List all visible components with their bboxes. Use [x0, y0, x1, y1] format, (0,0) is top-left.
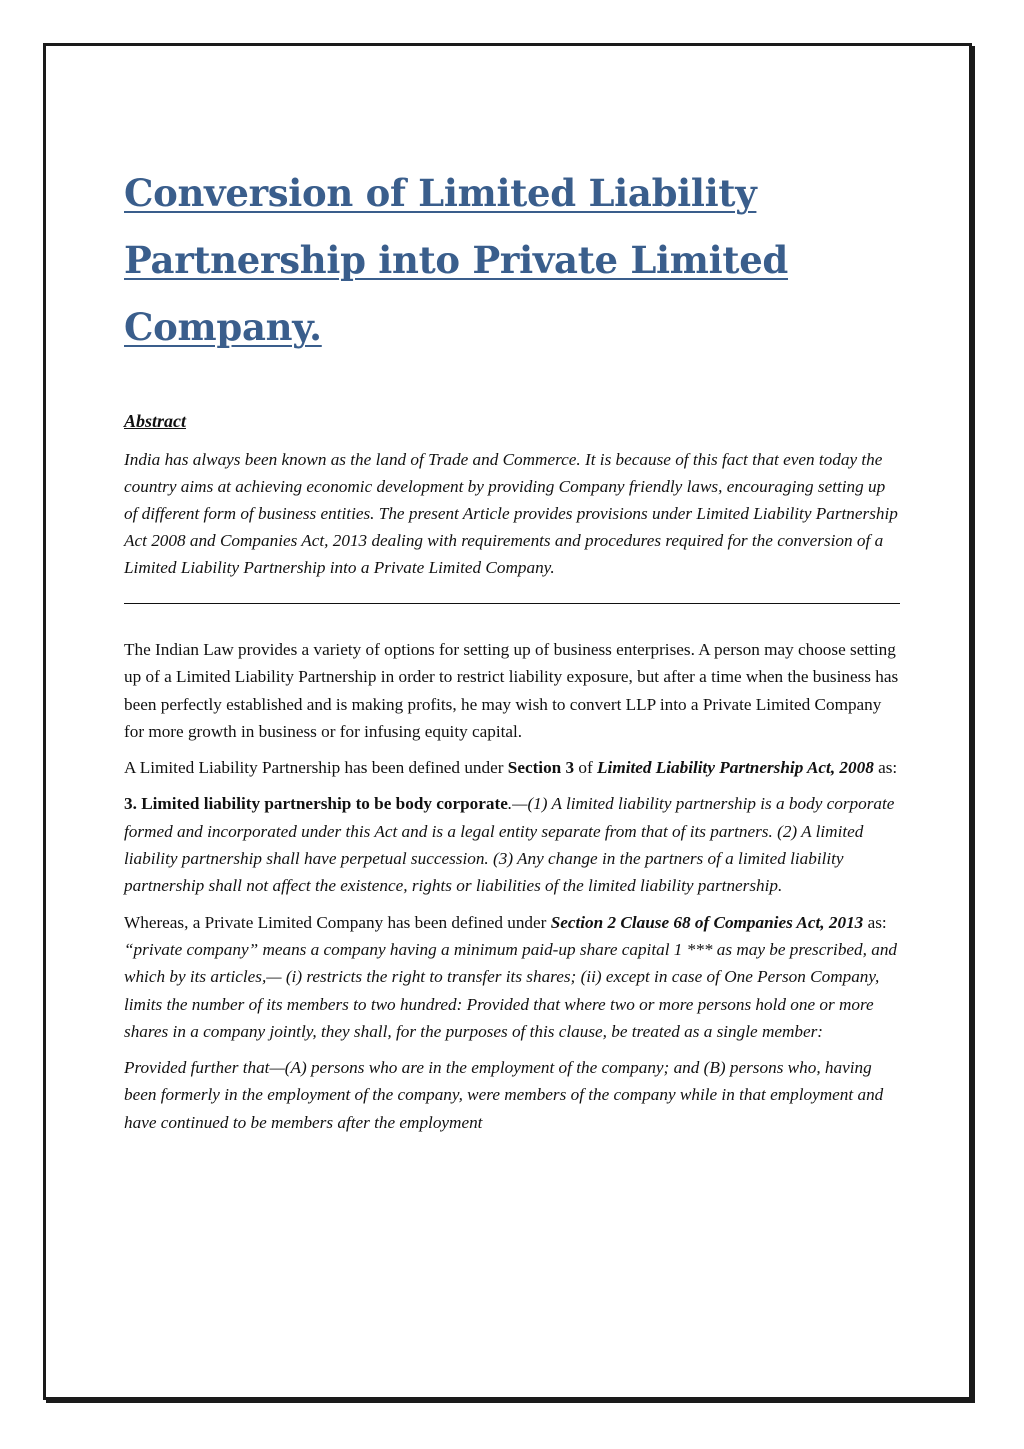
section3-paragraph — [124, 790, 902, 899]
llp-act-name: Limited Liability Partnership Act, 2008 — [597, 758, 874, 778]
intro-paragraph: The Indian Law provides a variety of options for setting up of business enterprises. A person may choose setting up of a Limited Liability Partnership in order to restrict liability exposure, but after a time when the business has been perfectly established and is making profits, he may wish to convert LLP into a Private Limited Company for more growth in business or for infusing equity capital. — [124, 640, 899, 741]
section3-heading: 3. Limited liability partnership to be body corporate — [124, 794, 508, 814]
llp-section-reference: Section 3 — [507, 758, 575, 778]
llp-definition-paragraph — [124, 754, 902, 781]
section3-text: (1) A limited liability partnership is a body corporate formed and incorporated under this Act and is a legal entity separate from that of its partners. (2) A limited liability partnership shall have perpetual succession. (3) Any change in the partners of a limited liability partnership shall not affect the existence, rights or liabilities of the limited liability partnership. — [124, 794, 895, 896]
private-company-as: as: — [863, 912, 887, 932]
llp-of: of — [574, 758, 598, 778]
proviso-paragraph: Provided further that—(A) persons who are in the employment of the company; and (B) persons who, having been formerly in the employment of the company, were members of the company while in that employment and have continued to be members after the employment — [124, 1058, 884, 1132]
abstract-heading: Abstract — [124, 411, 187, 431]
private-company-section: Section 2 Clause 68 of Companies Act, 2013 — [550, 912, 864, 932]
private-company-definition: “private company” means a company having a minimum paid-up share capital 1 *** as may be prescribed, and which by its articles,— (i) restricts the right to transfer its shares; (ii) except in case of One Person Company, limits the number of its members to two hundred: Provided that where two or more persons hold one or more shares in a company jointly, they shall, for the purposes of this clause, be treated as a single member: — [124, 939, 898, 1041]
horizontal-rule — [124, 603, 900, 604]
section3-dash: .— — [507, 794, 528, 814]
private-company-paragraph — [124, 909, 902, 1045]
document-body — [124, 160, 902, 1136]
private-company-lead: Whereas, a Private Limited Company has been defined under — [124, 912, 551, 932]
abstract-text: India has always been known as the land of Trade and Commerce. It is because of this fact that even today the country aims at achieving economic development by providing Company friendly laws, encouraging setting up of different form of business entities. The present Article provides provisions under Limited Liability Partnership Act 2008 and Companies Act, 2013 dealing with requirements and procedures required for the conversion of a Limited Liability Partnership into a Private Limited Company. — [124, 450, 898, 577]
llp-definition-lead: A Limited Liability Partnership has been defined under — [124, 758, 508, 778]
document-title: Conversion of Limited Liability Partnership into Private Limited Company. — [124, 171, 789, 349]
llp-definition-tail: as: — [873, 758, 898, 778]
